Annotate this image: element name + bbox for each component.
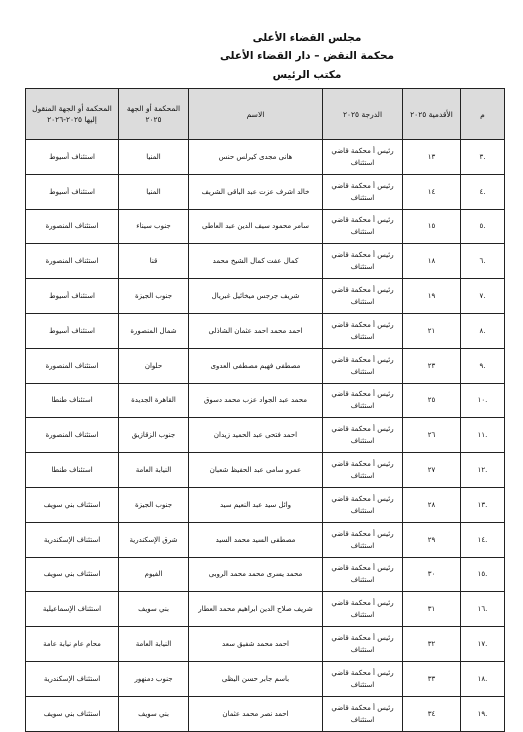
row-court-to: استئناف المنصورة xyxy=(26,418,119,453)
row-court-from: قنا xyxy=(119,244,189,279)
transfers-table xyxy=(25,88,505,732)
row-seniority: ١٤ xyxy=(403,174,461,209)
row-court-to: محام عام نيابة عامة xyxy=(26,627,119,662)
table-row xyxy=(26,418,505,453)
row-seq: .٤ xyxy=(461,174,505,209)
row-seniority: ٣٣ xyxy=(403,661,461,696)
col-degree-header: الدرجة ٢٠٢٥ xyxy=(323,89,403,140)
row-degree: رئيس أ محكمة قاضي استئناف xyxy=(323,279,403,314)
row-degree: رئيس أ محكمة قاضي استئناف xyxy=(323,557,403,592)
row-seniority: ٢١ xyxy=(403,313,461,348)
row-degree: رئيس أ محكمة قاضي استئناف xyxy=(323,627,403,662)
row-name: احمد محمد شفيق سعد xyxy=(189,627,323,662)
row-court-to: استئناف طنطا xyxy=(26,383,119,418)
row-name: باسم جابر حسن اليظى xyxy=(189,661,323,696)
table-row xyxy=(26,244,505,279)
council-title: مجلس القضاء الأعلى xyxy=(252,32,362,44)
table-row xyxy=(26,383,505,418)
row-court-to: استئناف المنصورة xyxy=(26,209,119,244)
row-degree: رئيس أ محكمة قاضي استئناف xyxy=(323,418,403,453)
row-seniority: ١٥ xyxy=(403,209,461,244)
row-seq: .٥ xyxy=(461,209,505,244)
table-row xyxy=(26,209,505,244)
row-seq: .٨ xyxy=(461,313,505,348)
row-name: محمد عبد الجواد عزب محمد دسوق xyxy=(189,383,323,418)
row-degree: رئيس أ محكمة قاضي استئناف xyxy=(323,209,403,244)
row-court-from: القاهرة الجديدة xyxy=(119,383,189,418)
row-name: محمد يسرى محمد محمد الروبى xyxy=(189,557,323,592)
row-name: سامر محمود سيف الدين عبد العاطى xyxy=(189,209,323,244)
row-court-from: جنوب دمنهور xyxy=(119,661,189,696)
row-name: كمال عفت كمال الشيخ محمد xyxy=(189,244,323,279)
row-court-to: استئناف بني سويف xyxy=(26,487,119,522)
row-court-from: النيابة العامة xyxy=(119,453,189,488)
table-row xyxy=(26,140,505,175)
row-court-from: الفيوم xyxy=(119,557,189,592)
row-seniority: ٢٣ xyxy=(403,348,461,383)
row-seq: .٧ xyxy=(461,279,505,314)
row-seniority: ٣٤ xyxy=(403,696,461,731)
row-court-from: المنيا xyxy=(119,174,189,209)
row-degree: رئيس أ محكمة قاضي استئناف xyxy=(323,453,403,488)
col-court-from-header: المحكمة أو الجهة ٢٠٢٥ xyxy=(119,89,189,140)
row-seniority: ١٣ xyxy=(403,140,461,175)
row-seniority: ٣٢ xyxy=(403,627,461,662)
row-degree: رئيس أ محكمة قاضي استئناف xyxy=(323,140,403,175)
row-court-to: استئناف أسيوط xyxy=(26,313,119,348)
row-name: شريف صلاح الدين ابراهيم محمد العطار xyxy=(189,592,323,627)
row-court-to: استئناف أسيوط xyxy=(26,140,119,175)
table-row xyxy=(26,174,505,209)
row-court-from: شمال المنصورة xyxy=(119,313,189,348)
row-court-from: المنيا xyxy=(119,140,189,175)
row-name: احمد فتحى عبد الحميد زيدان xyxy=(189,418,323,453)
table-row xyxy=(26,696,505,731)
row-seq: .١٠ xyxy=(461,383,505,418)
row-seq: .١٣ xyxy=(461,487,505,522)
row-name: عمرو سامى عبد الحفيظ شعبان xyxy=(189,453,323,488)
row-court-to: استئناف أسيوط xyxy=(26,174,119,209)
row-court-from: شرق الإسكندرية xyxy=(119,522,189,557)
row-court-to: استئناف الإسكندرية xyxy=(26,661,119,696)
row-seniority: ٢٦ xyxy=(403,418,461,453)
row-court-to: استئناف المنصورة xyxy=(26,348,119,383)
row-court-from: جنوب سيناء xyxy=(119,209,189,244)
row-degree: رئيس أ محكمة قاضي استئناف xyxy=(323,696,403,731)
row-degree: رئيس أ محكمة قاضي استئناف xyxy=(323,383,403,418)
row-seq: .٣ xyxy=(461,140,505,175)
row-court-to: استئناف المنصورة xyxy=(26,244,119,279)
row-seniority: ٣١ xyxy=(403,592,461,627)
row-name: خالد اشرف عزت عبد الباقى الشريف xyxy=(189,174,323,209)
row-degree: رئيس أ محكمة قاضي استئناف xyxy=(323,522,403,557)
table-header-row xyxy=(26,89,505,140)
row-name: احمد محمد احمد عثمان الشاذلى xyxy=(189,313,323,348)
row-seniority: ٢٧ xyxy=(403,453,461,488)
row-court-to: استئناف الإسكندرية xyxy=(26,522,119,557)
row-seq: .١٨ xyxy=(461,661,505,696)
col-court-to-header: المحكمة أو الجهة المنقول إليها ٢٠٢٥-٢٠٢٦ xyxy=(26,89,119,140)
row-name: وائل سيد عبد النعيم سيد xyxy=(189,487,323,522)
row-seniority: ٢٥ xyxy=(403,383,461,418)
row-degree: رئيس أ محكمة قاضي استئناف xyxy=(323,348,403,383)
row-court-to: استئناف بني سويف xyxy=(26,696,119,731)
table-row xyxy=(26,592,505,627)
table-row xyxy=(26,627,505,662)
row-seq: .١٤ xyxy=(461,522,505,557)
table-row xyxy=(26,661,505,696)
row-name: شريف جرجس ميخائيل غبريال xyxy=(189,279,323,314)
row-court-from: النيابة العامة xyxy=(119,627,189,662)
table-row xyxy=(26,313,505,348)
row-court-from: جنوب الجيزة xyxy=(119,487,189,522)
table-row xyxy=(26,487,505,522)
table-row xyxy=(26,522,505,557)
table-body xyxy=(26,140,505,732)
court-title: محكمة النقض – دار القضاء الأعلى xyxy=(219,50,395,62)
col-name-header: الاسم xyxy=(189,89,323,140)
row-seq: .١٥ xyxy=(461,557,505,592)
row-court-from: جنوب الزقازيق xyxy=(119,418,189,453)
table-row xyxy=(26,453,505,488)
row-court-to: استئناف أسيوط xyxy=(26,279,119,314)
row-degree: رئيس أ محكمة قاضي استئناف xyxy=(323,174,403,209)
table-row xyxy=(26,348,505,383)
row-court-from: بني سويف xyxy=(119,696,189,731)
row-name: مصطفى السيد محمد السيد xyxy=(189,522,323,557)
row-seq: .١٩ xyxy=(461,696,505,731)
row-name: مصطفى فهيم مصطفى العدوى xyxy=(189,348,323,383)
row-seq: .١٢ xyxy=(461,453,505,488)
row-seniority: ٢٩ xyxy=(403,522,461,557)
row-degree: رئيس أ محكمة قاضي استئناف xyxy=(323,244,403,279)
row-court-to: استئناف طنطا xyxy=(26,453,119,488)
row-seq: .٦ xyxy=(461,244,505,279)
col-seniority-header: الأقدمية ٢٠٢٥ xyxy=(403,89,461,140)
row-degree: رئيس أ محكمة قاضي استئناف xyxy=(323,661,403,696)
row-name: هانى مجدى كيرلس حنس xyxy=(189,140,323,175)
table-row xyxy=(26,279,505,314)
office-title: مكتب الرئيس xyxy=(272,69,342,81)
row-seq: .١٦ xyxy=(461,592,505,627)
row-seq: .١١ xyxy=(461,418,505,453)
row-seniority: ٣٠ xyxy=(403,557,461,592)
row-degree: رئيس أ محكمة قاضي استئناف xyxy=(323,487,403,522)
row-court-from: بني سويف xyxy=(119,592,189,627)
row-degree: رئيس أ محكمة قاضي استئناف xyxy=(323,313,403,348)
row-court-to: استئناف بني سويف xyxy=(26,557,119,592)
row-seniority: ١٩ xyxy=(403,279,461,314)
table-row xyxy=(26,557,505,592)
col-seq-header: م xyxy=(461,89,505,140)
row-seq: .١٧ xyxy=(461,627,505,662)
row-seq: .٩ xyxy=(461,348,505,383)
row-seniority: ١٨ xyxy=(403,244,461,279)
row-degree: رئيس أ محكمة قاضي استئناف xyxy=(323,592,403,627)
row-name: احمد نصر محمد عثمان xyxy=(189,696,323,731)
row-court-to: استئناف الإسماعيلية xyxy=(26,592,119,627)
row-court-from: جنوب الجيزة xyxy=(119,279,189,314)
row-court-from: حلوان xyxy=(119,348,189,383)
row-seniority: ٢٨ xyxy=(403,487,461,522)
